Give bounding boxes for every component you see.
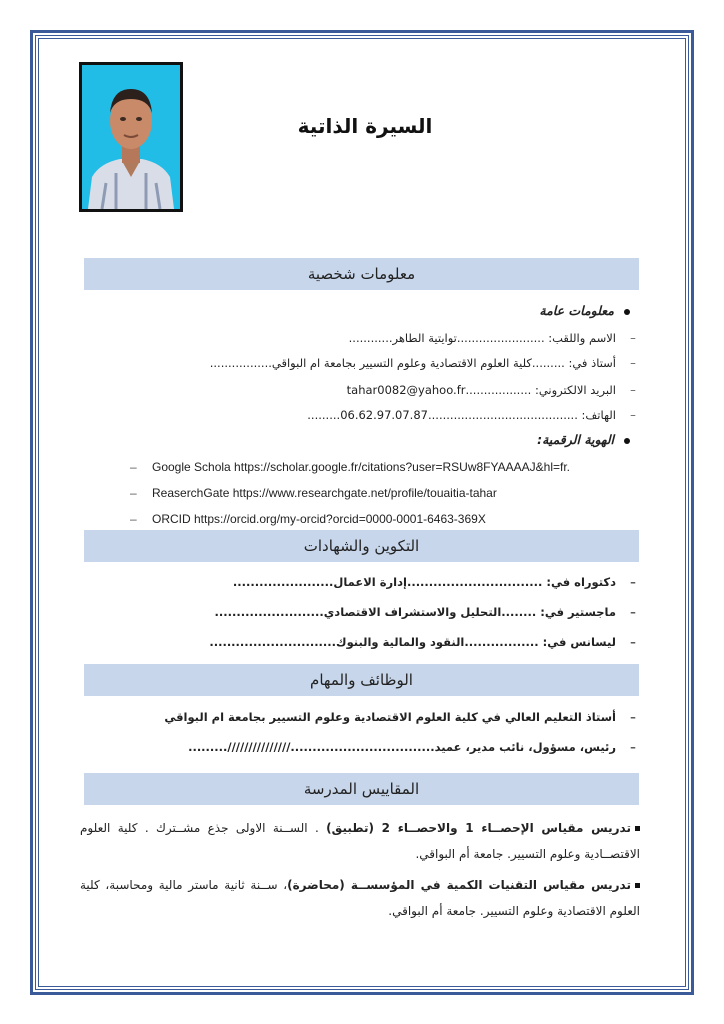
digital-id-item: – ReaserchGate https://www.researchgate.net/profile/touaitia-tahar bbox=[130, 486, 497, 500]
email-row: –البريد الالكتروني: ..................tahar0082@yahoo.fr bbox=[347, 383, 638, 397]
section-education: التكوين والشهادات bbox=[84, 530, 639, 562]
dash-icon: – bbox=[130, 486, 137, 500]
person-portrait-icon bbox=[82, 65, 180, 209]
section-jobs: الوظائف والمهام bbox=[84, 664, 639, 696]
digital-id-item: – Google Schola https://scholar.google.fr/citations?user=RSUw8FYAAAAJ&hl=fr. bbox=[130, 460, 570, 474]
section-courses: المقاييس المدرسة bbox=[84, 773, 639, 805]
phone-row: –الهاتف: .........................................06.62.97.07.87......... bbox=[307, 408, 638, 422]
course-paragraph: تدريس مقياس الإحصــاء 1 والاحصــاء 2 (تطبيق) . الســنة الاولى جذع مشــترك . كلية العلوم الاقتصــادية وعلوم التسيير. جامعة أم البواقي. bbox=[80, 821, 640, 861]
square-bullet-icon bbox=[635, 826, 640, 831]
education-item: –ماجستير في: ........التحليل والاستشراف الاقتصادي......................... bbox=[215, 605, 638, 619]
page-title: السيرة الذاتية bbox=[297, 114, 433, 138]
course-paragraph: تدريس مقياس التقنيات الكمية في المؤسســة (محاضرة)، ســنة ثانية ماستر مالية ومحاسبة، كلية العلوم الاقتصادية وعلوم التسيير. جامعة أم البواقي. bbox=[80, 878, 640, 918]
name-row: –الاسم واللقب: ........................توايتية الطاهر............ bbox=[349, 331, 638, 345]
general-info-heading: معلومات عامة bbox=[539, 303, 630, 318]
dash-icon: – bbox=[630, 740, 636, 754]
dash-icon: – bbox=[630, 605, 636, 619]
dash-icon: – bbox=[630, 635, 636, 649]
profile-photo bbox=[79, 62, 183, 212]
dash-icon: – bbox=[630, 710, 636, 724]
square-bullet-icon bbox=[635, 883, 640, 888]
education-item: –ليسانس في: .................النقود والمالية والبنوك............................. bbox=[209, 635, 638, 649]
dash-icon: – bbox=[630, 408, 636, 422]
dash-icon: – bbox=[630, 356, 636, 370]
dash-icon: – bbox=[630, 383, 636, 397]
digital-id-heading: الهوية الرقمية: bbox=[537, 432, 630, 447]
dash-icon: – bbox=[630, 331, 636, 345]
bullet-icon bbox=[624, 438, 630, 444]
dash-icon: – bbox=[630, 575, 636, 589]
education-item: –دكتوراه في: ...............................إدارة الاعمال....................... bbox=[233, 575, 638, 589]
section-personal-info: معلومات شخصية bbox=[84, 258, 639, 290]
bullet-icon bbox=[624, 309, 630, 315]
dash-icon: – bbox=[130, 512, 137, 526]
professor-row: –أستاذ في: .........كلية العلوم الاقتصادية وعلوم التسيير بجامعة ام البواقي................. bbox=[210, 356, 638, 370]
dash-icon: – bbox=[130, 460, 137, 474]
job-item: –أستاذ التعليم العالي في كلية العلوم الاقتصادية وعلوم التسيير بجامعة ام البواقي bbox=[164, 710, 638, 724]
digital-id-item: – ORCID https://orcid.org/my-orcid?orcid=0000-0001-6463-369X bbox=[130, 512, 486, 526]
job-item: –رئيس، مسؤول، نائب مدير، عميد.................................///////////////......... bbox=[188, 740, 638, 754]
